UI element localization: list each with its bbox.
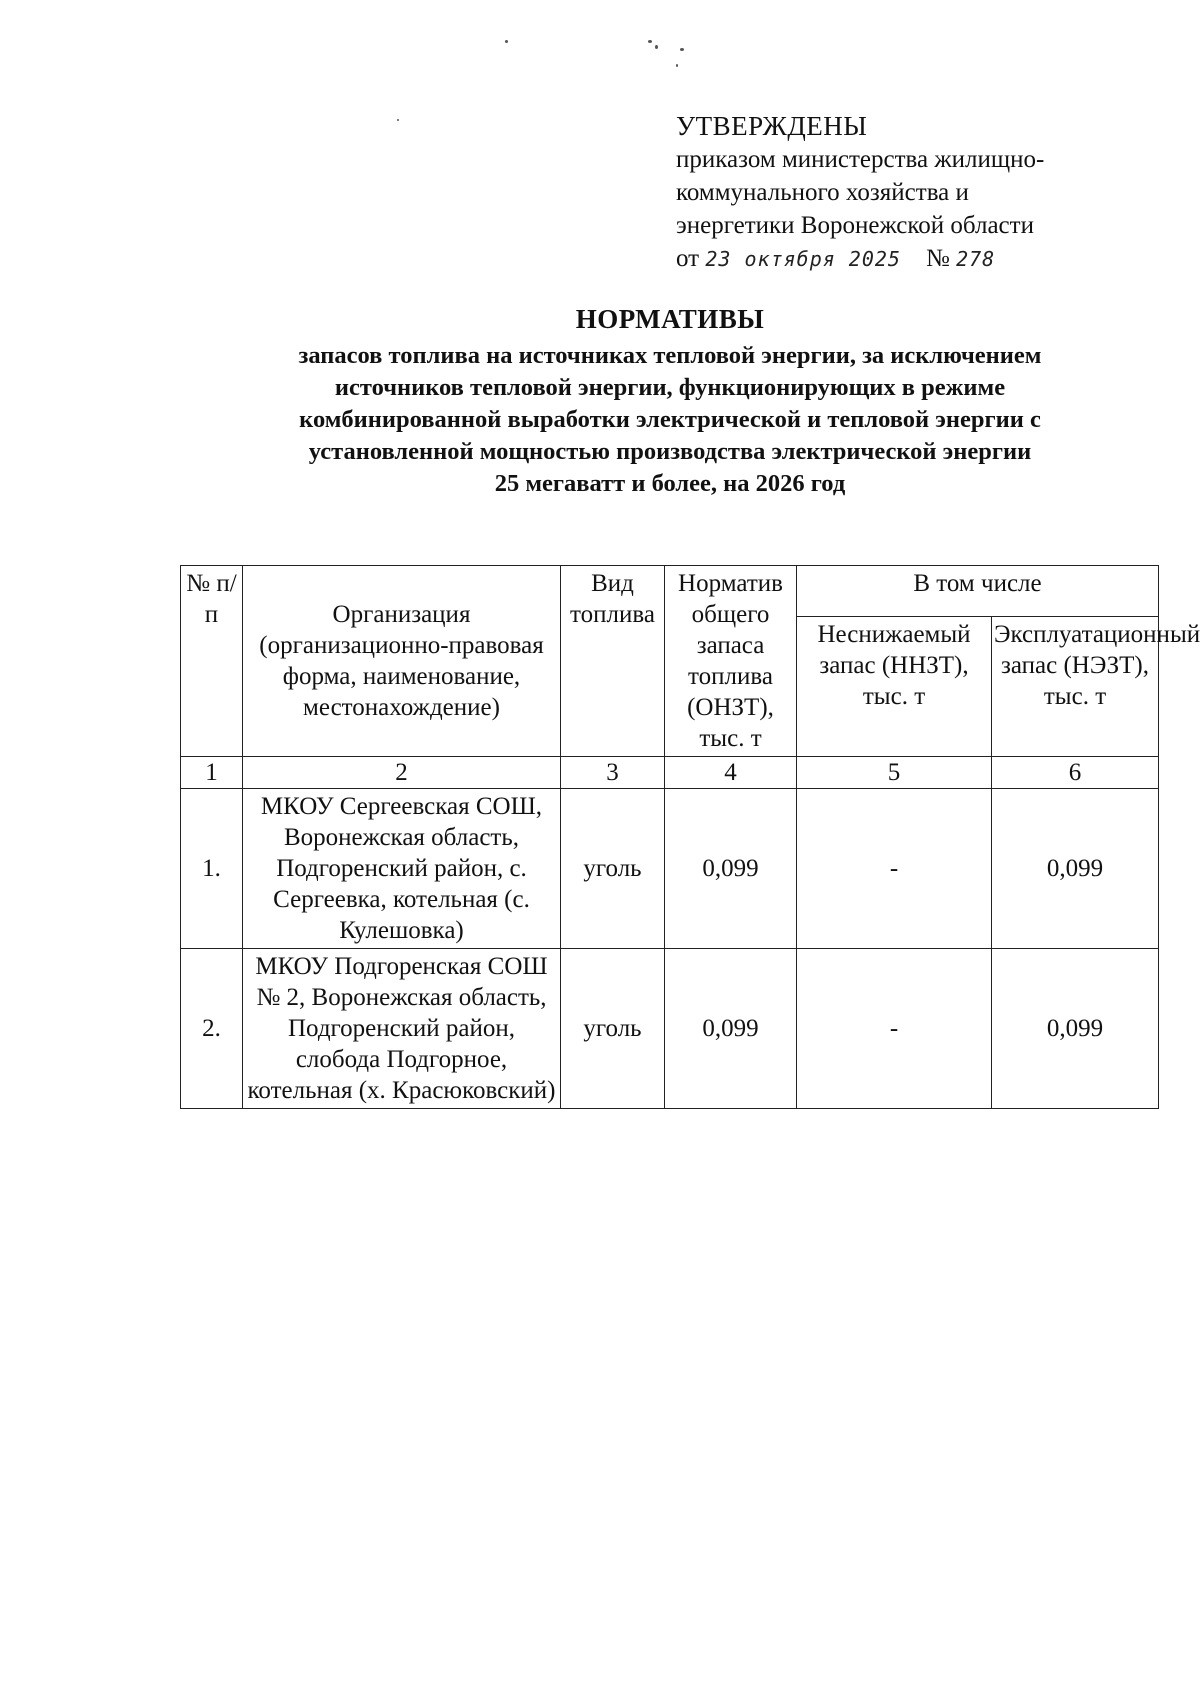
subtitle-line: установленной мощностью производства электрической энергии — [308, 438, 1032, 465]
header-nnzt: Неснижаемый запас (ННЗТ), тыс. т — [797, 617, 992, 757]
table-row — [181, 949, 1159, 1109]
row-organization: МКОУ Подгоренская СОШ № 2, Воронежская область, Подгоренский район, слобода Подгорное, котельная (х. Красюковский) — [243, 949, 561, 1109]
row-total: 0,099 — [665, 949, 797, 1109]
scan-speck — [505, 40, 508, 43]
fuel-norms-table — [180, 565, 1200, 1109]
scan-speck — [648, 40, 652, 43]
handwritten-number: 278 — [956, 247, 996, 271]
row-number: 1. — [181, 789, 243, 949]
number-prefix: № — [925, 245, 950, 272]
subtitle-line: 25 мегаватт и более, на 2026 год — [494, 470, 846, 497]
column-number-row — [181, 757, 1159, 789]
subtitle-line: источников тепловой энергии, функционирующих в режиме — [334, 374, 1006, 401]
header-number: № п/п — [181, 566, 243, 757]
column-number: 4 — [665, 757, 797, 789]
column-number: 3 — [561, 757, 665, 789]
row-nezt: 0,099 — [992, 789, 1159, 949]
subtitle-line: комбинированной выработки электрической и тепловой энергии с — [299, 406, 1041, 433]
document-subtitle — [220, 340, 1120, 500]
row-organization: МКОУ Сергеевская СОШ, Воронежская область, Подгоренский район, с. Сергеевка, котельная (с. Кулешовка) — [243, 789, 561, 949]
header-including: В том числе — [797, 566, 1159, 617]
scan-speck — [680, 48, 684, 51]
order-date-number — [676, 242, 1156, 276]
date-prefix: от — [676, 245, 700, 272]
row-fuel: уголь — [561, 789, 665, 949]
approval-line: коммунального хозяйства и — [676, 179, 969, 206]
header-organization: Организация (организационно-правовая форма, наименование, местонахождение) — [243, 566, 561, 757]
approval-block — [676, 110, 1156, 276]
subtitle-line: запасов топлива на источниках тепловой энергии, за исключением — [298, 342, 1042, 369]
document-title: НОРМАТИВЫ — [575, 304, 765, 334]
row-number: 2. — [181, 949, 243, 1109]
approval-line: приказом министерства жилищно- — [676, 146, 1045, 173]
column-number: 6 — [992, 757, 1159, 789]
row-fuel: уголь — [561, 949, 665, 1109]
handwritten-date: 23 октября 2025 — [705, 247, 901, 271]
column-number: 5 — [797, 757, 992, 789]
approval-title: УТВЕРЖДЕНЫ — [676, 111, 868, 141]
row-total: 0,099 — [665, 789, 797, 949]
header-total-norm: Норматив общего запаса топлива (ОНЗТ), тыс. т — [665, 566, 797, 757]
column-number: 2 — [243, 757, 561, 789]
table-row — [181, 789, 1159, 949]
row-nnzt: - — [797, 949, 992, 1109]
scan-speck — [676, 64, 678, 67]
header-nezt: Эксплуатационный запас (НЭЗТ), тыс. т — [992, 617, 1159, 757]
scan-speck — [655, 45, 658, 49]
row-nnzt: - — [797, 789, 992, 949]
scan-speck — [397, 119, 399, 121]
column-number: 1 — [181, 757, 243, 789]
header-fuel-type: Вид топлива — [561, 566, 665, 757]
row-nezt: 0,099 — [992, 949, 1159, 1109]
table-header-row — [181, 566, 1159, 617]
approval-line: энергетики Воронежской области — [676, 212, 1034, 239]
